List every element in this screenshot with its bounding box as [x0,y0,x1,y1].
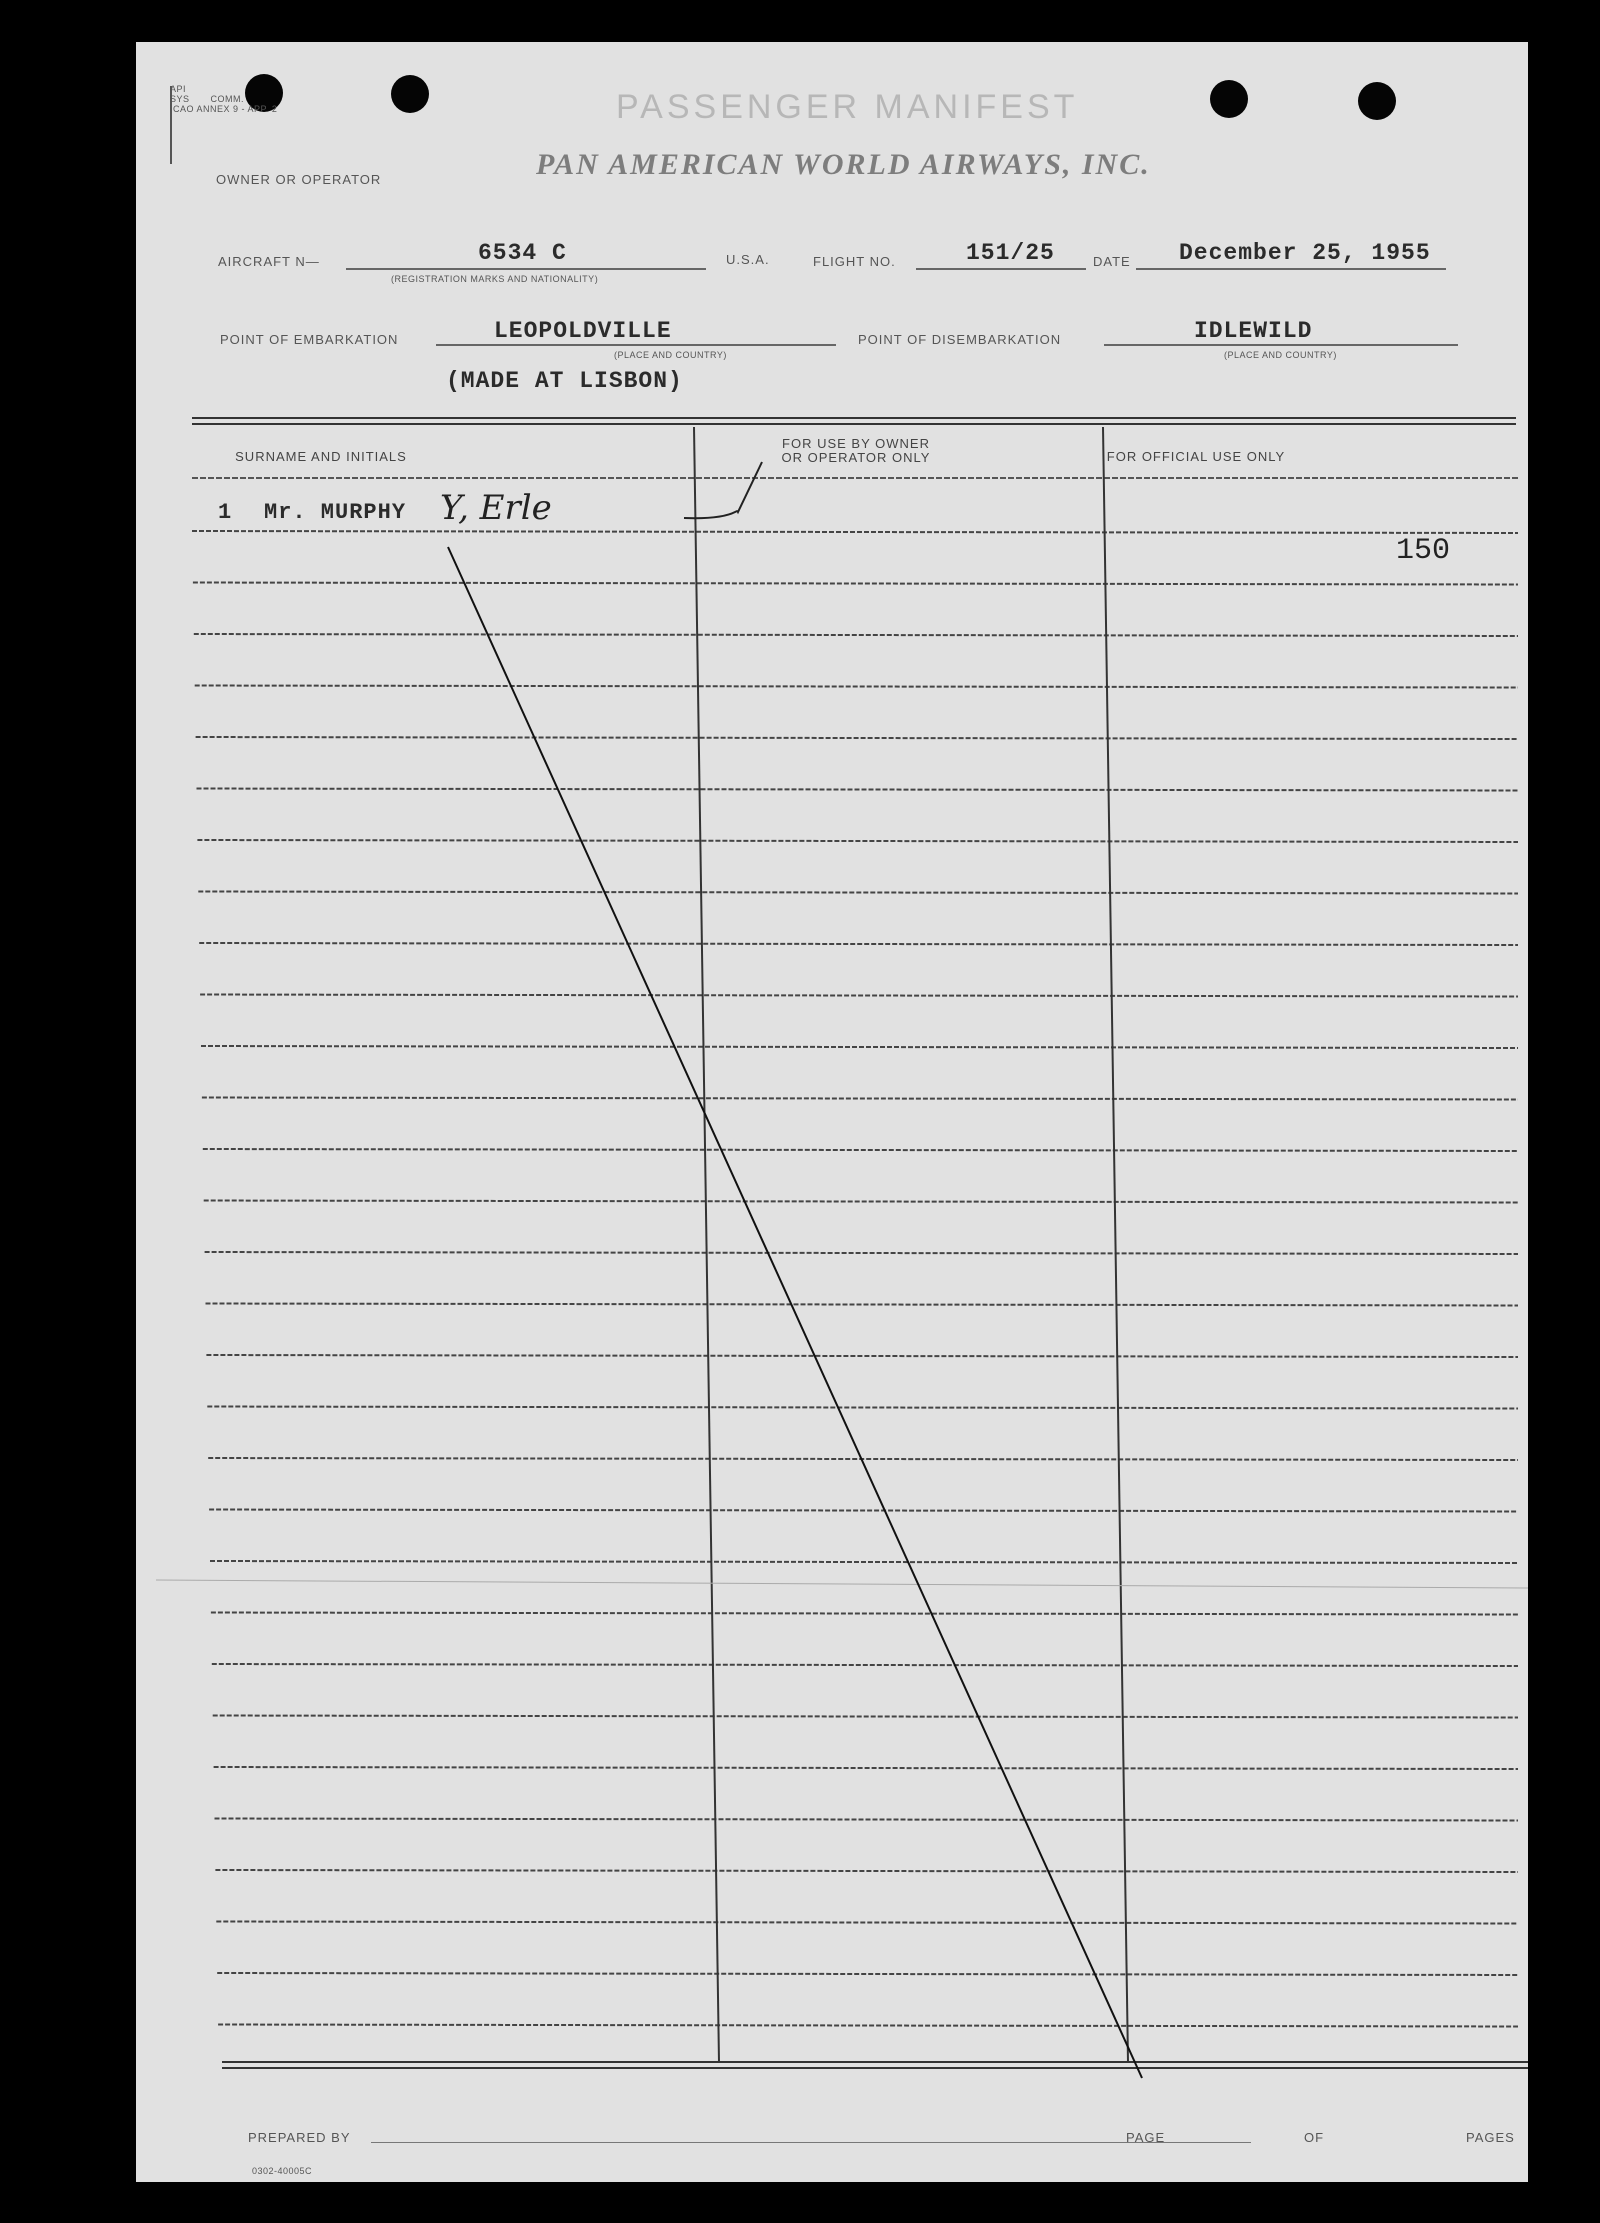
of-label: OF [1304,2130,1325,2145]
column-header-official: FOR OFFICIAL USE ONLY [1106,449,1286,464]
ruled-row-line [201,1046,1518,1048]
ruled-row-line [198,892,1518,894]
stamp-line-3: ICAO ANNEX 9 - APP. 2 [170,104,278,114]
flight-number: 151/25 [966,240,1055,266]
ruled-row-line [215,1870,1518,1872]
ruled-row-line [216,1922,1518,1924]
disembarkation-sublabel: (PLACE AND COUNTRY) [1224,350,1337,360]
disembarkation-value: IDLEWILD [1194,318,1313,344]
ruled-row-line [208,1458,1518,1460]
ruled-row-line [202,1098,1518,1100]
ruled-row-line [192,531,1518,533]
handwritten-name: Y, Erle [440,488,552,528]
ruled-row-line [203,1149,1518,1151]
page-label: PAGE [1126,2130,1166,2145]
official-number: 150 [1396,534,1451,568]
date-label: DATE [1093,254,1131,269]
column-header-surname: SURNAME AND INITIALS [235,449,407,464]
ruled-row-line [194,634,1518,636]
flight-label: FLIGHT NO. [813,254,896,269]
ruled-row-line [209,1510,1518,1512]
ruled-row-line [193,583,1518,585]
embarkation-sublabel: (PLACE AND COUNTRY) [614,350,727,360]
ruled-row-line [199,943,1518,945]
made-at-note: (MADE AT LISBON) [446,368,683,394]
ruled-row-line [210,1561,1518,1563]
ruled-row-line [197,840,1518,842]
stamp-line-2: SYS COMM. [170,94,245,104]
aircraft-label: AIRCRAFT N— [218,254,320,269]
operator-header-line-1: FOR USE BY OWNER [782,436,930,451]
cancellation-stroke [448,547,1142,2078]
form-title: PASSENGER MANIFEST [616,88,1079,126]
entry-number: 1 [218,500,233,525]
ruled-row-line [213,1716,1518,1718]
ruled-row-line [212,1664,1518,1666]
embarkation-label: POINT OF EMBARKATION [220,332,399,347]
ruled-row-line [217,1973,1518,1975]
usa-label: U.S.A. [726,252,770,267]
ruled-row-line [206,1355,1518,1357]
flight-date: December 25, 1955 [1179,240,1431,266]
column-divider-2 [1103,427,1128,2062]
ruled-row-line [197,789,1519,791]
ruled-row-line [195,686,1518,688]
operator-header-line-2: OR OPERATOR ONLY [781,450,931,465]
page-fold [156,1580,1528,1588]
ruled-row-line [215,1819,1519,1821]
ruled-row-line [200,995,1518,997]
ruled-row-line [204,1201,1518,1203]
pages-label: PAGES [1466,2130,1515,2145]
ruled-grid [136,42,1528,2182]
ruled-row-line [205,1252,1518,1254]
prepared-by-label: PREPARED BY [248,2130,351,2145]
passenger-surname: Mr. MURPHY [264,500,407,525]
registration-sublabel: (REGISTRATION MARKS AND NATIONALITY) [391,274,599,284]
ruled-row-line [206,1304,1519,1306]
ruled-row-line [218,2025,1518,2027]
column-divider-1 [694,427,719,2062]
manifest-sheet [136,42,1528,2182]
stamp-line-1: API [170,84,187,94]
aircraft-number: 6534 C [478,240,567,266]
disembarkation-label: POINT OF DISEMBARKATION [858,332,1062,347]
owner-label: OWNER OR OPERATOR [216,172,382,187]
ruled-row-line [214,1767,1518,1769]
embarkation-value: LEOPOLDVILLE [494,318,672,344]
ruled-row-line [207,1407,1518,1409]
ruled-row-line [211,1613,1518,1615]
company-name: PAN AMERICAN WORLD AIRWAYS, INC. [536,148,1151,181]
form-number: 0302-40005C [252,2166,313,2176]
ruled-row-line [196,737,1518,739]
